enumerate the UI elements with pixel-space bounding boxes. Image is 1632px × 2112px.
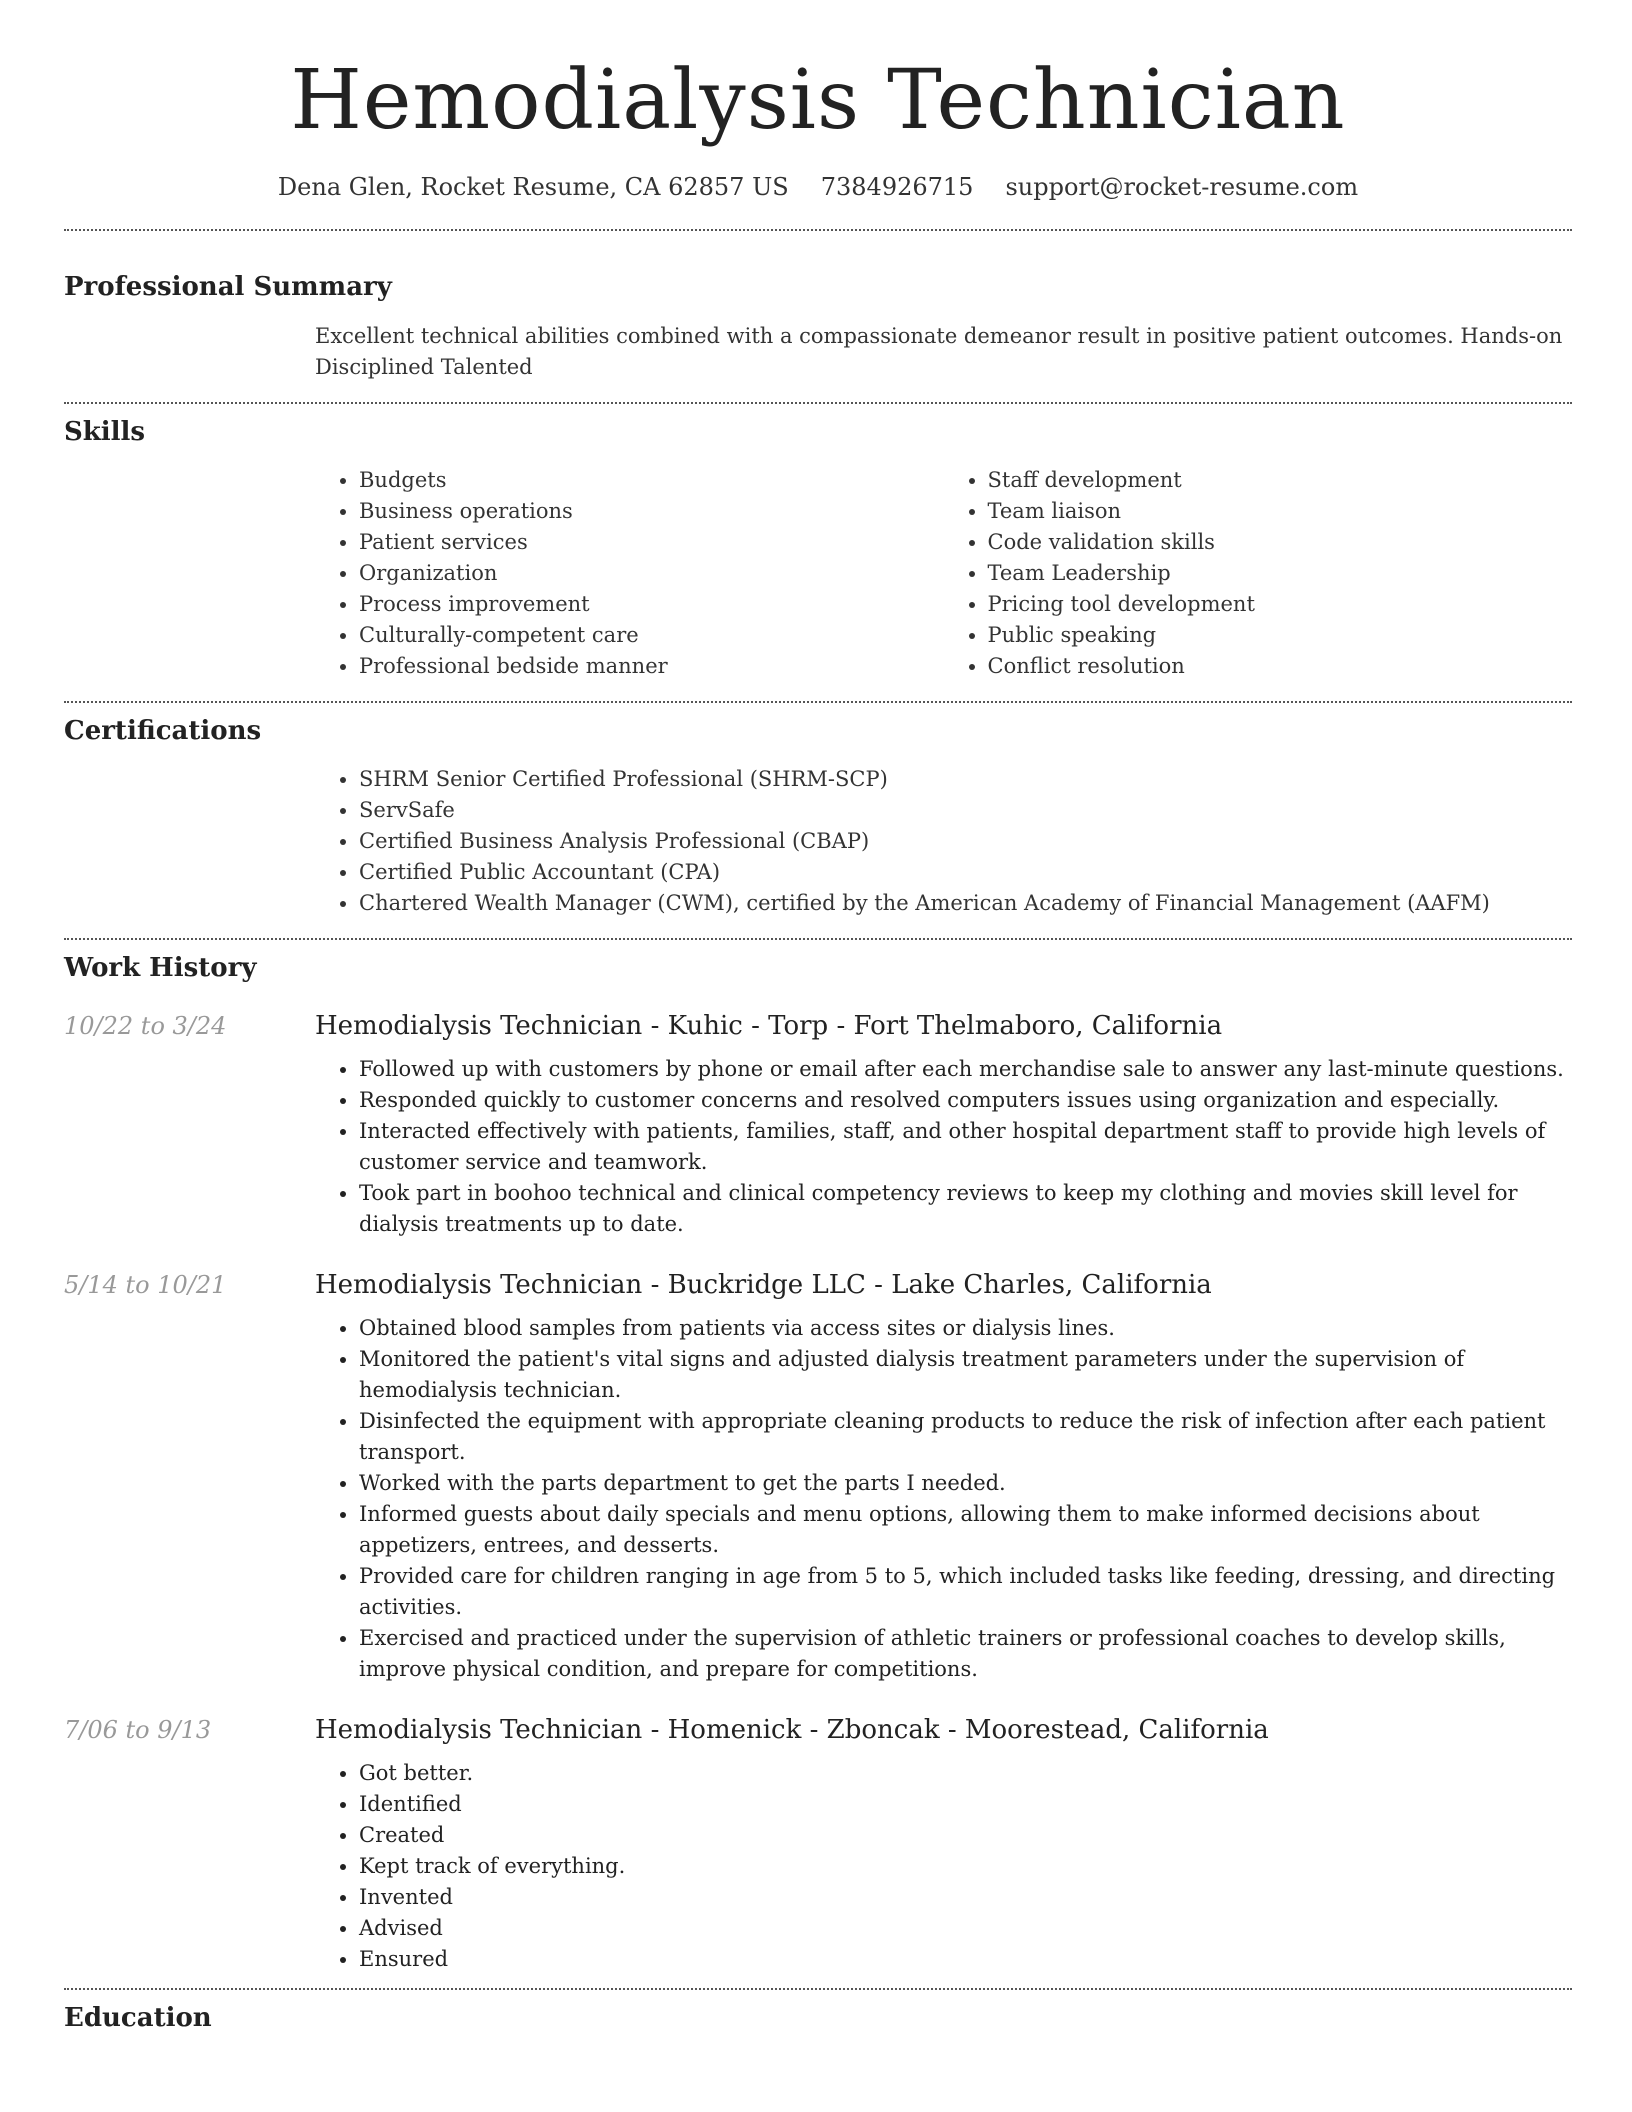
job-bullets: [315, 1054, 1572, 1240]
skills-grid: [315, 465, 1572, 682]
job-bullet: • Advised: [359, 1913, 1572, 1944]
skill-item: • Pricing tool development: [988, 589, 1573, 620]
certification-item: • SHRM Senior Certified Professional (SHRM-SCP): [359, 764, 1572, 795]
job-bullet: • Informed guests about daily specials and menu options, allowing them to make informed decisions about appetizers, entrees, and desserts.: [359, 1499, 1572, 1561]
skill-item: • Team liaison: [988, 496, 1573, 527]
job-bullet: • Invented: [359, 1882, 1572, 1913]
job-bullet: • Ensured: [359, 1944, 1572, 1975]
skill-item: • Team Leadership: [988, 558, 1573, 589]
job-bullet: • Got better.: [359, 1758, 1572, 1789]
job-bullet: • Disinfected the equipment with appropriate cleaning products to reduce the risk of infection after each patient transport.: [359, 1406, 1572, 1468]
job-title: Hemodialysis Technician - Buckridge LLC - Lake Charles, California: [315, 1270, 1212, 1300]
resume-page: [64, 0, 1572, 2035]
skill-item: • Public speaking: [988, 620, 1573, 651]
job-details: [315, 1713, 1572, 1975]
skill-item: • Patient services: [359, 527, 944, 558]
job-details: [315, 1009, 1572, 1240]
section-divider: [64, 229, 1572, 231]
job-bullet: • Took part in boohoo technical and clinical competency reviews to keep my clothing and movies skill level for dialysis treatments up to date.: [359, 1178, 1572, 1240]
skill-item: • Culturally-competent care: [359, 620, 944, 651]
section-divider: [64, 1988, 1572, 1990]
certification-item: • Certified Public Accountant (CPA): [359, 857, 1572, 888]
job-bullet: • Followed up with customers by phone or email after each merchandise sale to answer any last-minute questions.: [359, 1054, 1572, 1085]
work-history-section: [64, 951, 1572, 1975]
job-entry: [64, 1268, 1572, 1685]
job-bullets: [315, 1313, 1572, 1685]
section-divider: [64, 701, 1572, 703]
summary-section: [64, 270, 1572, 383]
job-bullet: • Responded quickly to customer concerns and resolved computers issues using organization and especially.: [359, 1085, 1572, 1116]
contact-address: Dena Glen, Rocket Resume, CA 62857 US: [277, 173, 789, 201]
certification-item: • Certified Business Analysis Professional (CBAP): [359, 826, 1572, 857]
skill-item: • Code validation skills: [988, 527, 1573, 558]
skills-heading: Skills: [64, 417, 146, 447]
section-divider: [64, 402, 1572, 404]
work-history-heading: Work History: [64, 953, 257, 983]
job-entry: [64, 1009, 1572, 1240]
contact-email: support@rocket-resume.com: [1005, 173, 1359, 201]
job-bullet: • Identified: [359, 1789, 1572, 1820]
job-bullet: • Interacted effectively with patients, families, staff, and other hospital department staff to provide high levels of customer service and teamwork.: [359, 1116, 1572, 1178]
job-bullet: • Obtained blood samples from patients via access sites or dialysis lines.: [359, 1313, 1572, 1344]
job-bullet: • Worked with the parts department to get the parts I needed.: [359, 1468, 1572, 1499]
job-title: Hemodialysis Technician - Kuhic - Torp - Fort Thelmaboro, California: [315, 1011, 1223, 1041]
skills-list-left: [315, 465, 944, 682]
job-dates: 10/22 to 3/24: [64, 1012, 227, 1040]
skill-item: • Organization: [359, 558, 944, 589]
job-bullet: • Provided care for children ranging in age from 5 to 5, which included tasks like feeding, dressing, and directing activities.: [359, 1561, 1572, 1623]
skill-item: • Budgets: [359, 465, 944, 496]
certification-item: • ServSafe: [359, 795, 1572, 826]
skill-item: • Process improvement: [359, 589, 944, 620]
job-bullet: • Kept track of everything.: [359, 1851, 1572, 1882]
summary-text: Excellent technical abilities combined with a compassionate demeanor result in positive patient outcomes. Hands-on Disciplined Talented: [315, 324, 1563, 379]
job-dates: 5/14 to 10/21: [64, 1271, 227, 1299]
certifications-block: [315, 764, 1572, 919]
skill-item: • Professional bedside manner: [359, 651, 944, 682]
skills-list-right: [944, 465, 1573, 682]
skill-item: • Staff development: [988, 465, 1573, 496]
job-dates: 7/06 to 9/13: [64, 1716, 212, 1744]
section-divider: [64, 938, 1572, 940]
job-bullet: • Monitored the patient's vital signs and adjusted dialysis treatment parameters under the supervision of hemodialysis technician.: [359, 1344, 1572, 1406]
education-section: [64, 2001, 1572, 2035]
job-bullet: • Created: [359, 1820, 1572, 1851]
summary-heading: Professional Summary: [64, 272, 392, 302]
certification-item: • Chartered Wealth Manager (CWM), certified by the American Academy of Financial Management (AAFM): [359, 888, 1572, 919]
skill-item: • Conflict resolution: [988, 651, 1573, 682]
job-bullets: [315, 1758, 1572, 1975]
skill-item: • Business operations: [359, 496, 944, 527]
job-details: [315, 1268, 1572, 1685]
job-title: Hemodialysis Technician - Homenick - Zboncak - Moorestead, California: [315, 1715, 1269, 1745]
certifications-list: [315, 764, 1572, 919]
resume-name: Hemodialysis Technician: [290, 53, 1346, 148]
skills-section: [64, 415, 1572, 682]
job-bullet: • Exercised and practiced under the supervision of athletic trainers or professional coaches to develop skills, improve physical condition, and prepare for competitions.: [359, 1623, 1572, 1685]
education-heading: Education: [64, 2003, 212, 2033]
certifications-section: [64, 714, 1572, 919]
contact-line: [64, 170, 1572, 204]
certifications-heading: Certifications: [64, 716, 262, 746]
job-entry: [64, 1713, 1572, 1975]
contact-phone: 7384926715: [820, 173, 974, 201]
